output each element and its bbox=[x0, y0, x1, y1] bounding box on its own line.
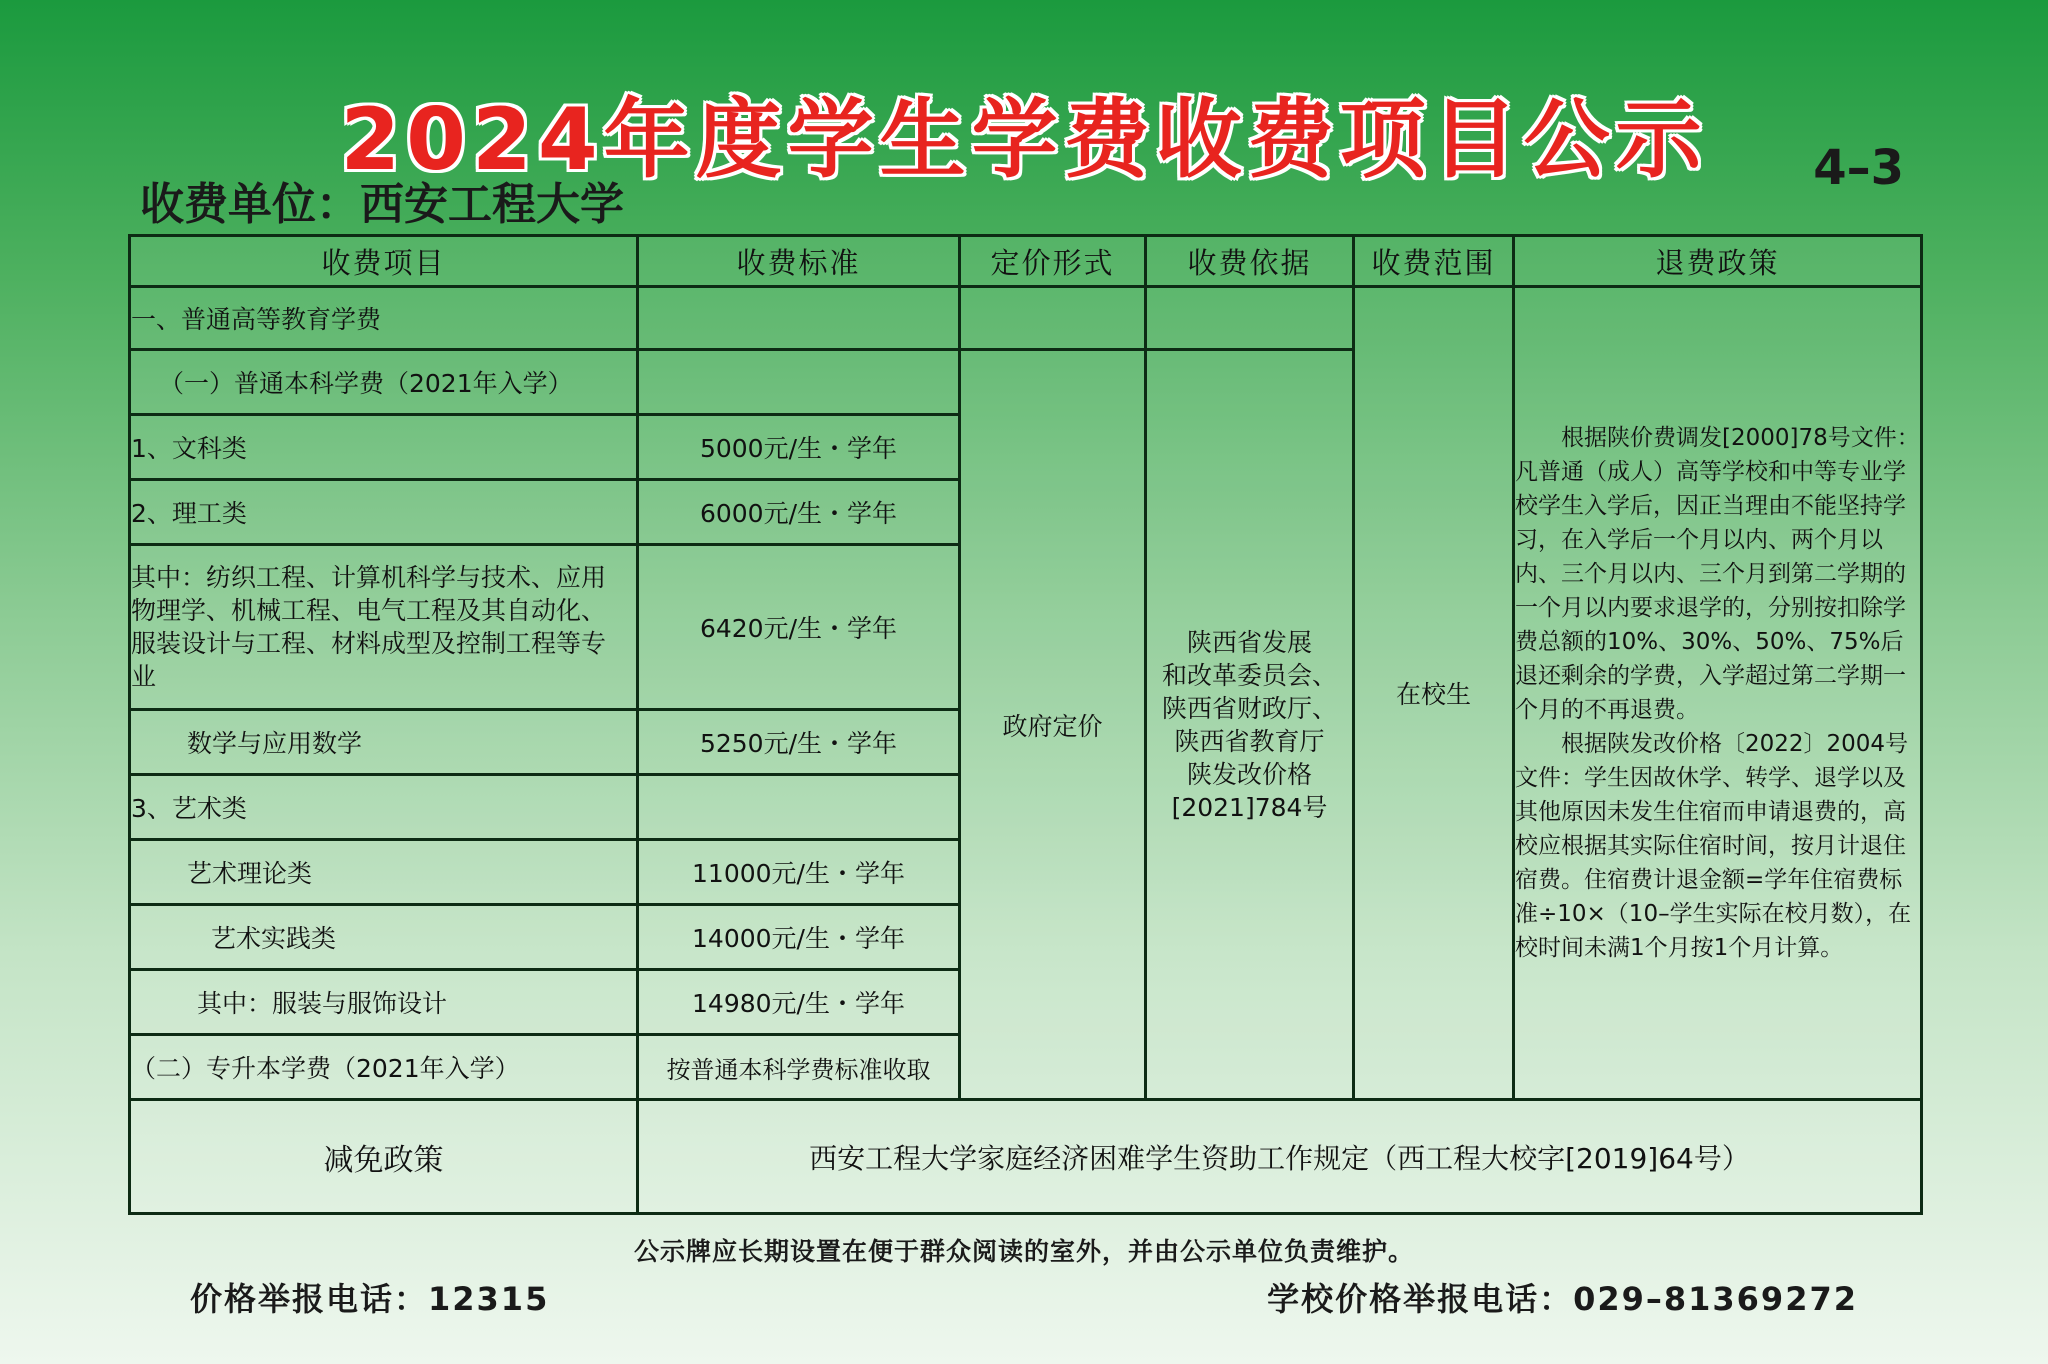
fee-standard bbox=[638, 350, 960, 415]
header-scope: 收费范围 bbox=[1354, 236, 1514, 287]
header-pricing: 定价形式 bbox=[960, 236, 1146, 287]
table-row bbox=[130, 287, 1922, 350]
pricing-empty-cell bbox=[960, 287, 1146, 350]
price-report-phone: 价格举报电话：12315 bbox=[190, 1280, 550, 1318]
fee-standard: 5000元/生・学年 bbox=[638, 415, 960, 480]
fee-standard: 6000元/生・学年 bbox=[638, 480, 960, 545]
table-header-row bbox=[130, 236, 1922, 287]
basis-line: [2021]784号 bbox=[1171, 792, 1328, 822]
refund-policy-paragraph: 根据陕发改价格〔2022〕2004号文件：学生因故休学、转学、退学以及其他原因未发生住宿而申请退费的，高校应根据其实际住宿时间，按月计退住宿费。住宿费计退金额=学年住宿费标准÷10×（10–学生实际在校月数），在校时间未满1个月按1个月计算。 bbox=[1515, 731, 1912, 961]
relief-label: 减免政策 bbox=[130, 1100, 638, 1214]
basis-line: 陕西省教育厅 bbox=[1174, 726, 1325, 756]
fee-standard: 11000元/生・学年 bbox=[638, 840, 960, 905]
board-code: 4–3 bbox=[1813, 140, 1904, 196]
header-refund: 退费政策 bbox=[1514, 236, 1922, 287]
fee-standard: 14000元/生・学年 bbox=[638, 905, 960, 970]
fee-item: （二）专升本学费（2021年入学） bbox=[130, 1035, 638, 1100]
refund-policy-paragraph: 根据陕价费调发[2000]78号文件：凡普通（成人）高等学校和中等专业学校学生入学后，因正当理由不能坚持学习，在入学后一个月以内、两个月以内、三个月以内、三个月到第二学期的一个月以内要求退学的，分别按扣除学费总额的10%、30%、50%、75%后退还剩余的学费，入学超过第二学期一个月的不再退费。 bbox=[1515, 425, 1920, 723]
header-basis: 收费依据 bbox=[1146, 236, 1354, 287]
fee-standard: 按普通本科学费标准收取 bbox=[638, 1035, 960, 1100]
fee-item: 1、文科类 bbox=[130, 415, 638, 480]
fee-item: 数学与应用数学 bbox=[130, 710, 638, 775]
scope-cell: 在校生 bbox=[1354, 287, 1514, 1100]
charging-unit: 收费单位：西安工程大学 bbox=[140, 179, 624, 230]
fee-item: 其中：服装与服饰设计 bbox=[130, 970, 638, 1035]
fee-item: 艺术理论类 bbox=[130, 840, 638, 905]
fee-item: 3、艺术类 bbox=[130, 775, 638, 840]
fee-item: （一）普通本科学费（2021年入学） bbox=[130, 350, 638, 415]
header-item: 收费项目 bbox=[130, 236, 638, 287]
header-standard: 收费标准 bbox=[638, 236, 960, 287]
refund-policy-cell bbox=[1514, 287, 1922, 1100]
fee-item: 一、普通高等教育学费 bbox=[130, 287, 638, 350]
basis-line: 陕西省财政厅、 bbox=[1161, 693, 1337, 723]
relief-row bbox=[130, 1100, 1922, 1214]
basis-empty-cell bbox=[1146, 287, 1354, 350]
basis-cell bbox=[1146, 350, 1354, 1100]
relief-policy-text: 西安工程大学家庭经济困难学生资助工作规定（西工程大校字[2019]64号） bbox=[638, 1100, 1922, 1214]
fee-standard: 6420元/生・学年 bbox=[638, 545, 960, 710]
fee-standard bbox=[638, 287, 960, 350]
basis-line: 和改革委员会、 bbox=[1161, 660, 1337, 690]
fee-standard bbox=[638, 775, 960, 840]
page-title: 2024年度学生学费收费项目公示 bbox=[340, 90, 1708, 190]
basis-line: 陕西省发展 bbox=[1186, 627, 1312, 657]
fee-item: 艺术实践类 bbox=[130, 905, 638, 970]
fee-table bbox=[128, 234, 1923, 1215]
fee-item: 其中：纺织工程、计算机科学与技术、应用物理学、机械工程、电气工程及其自动化、服装设计与工程、材料成型及控制工程等专业 bbox=[130, 545, 638, 710]
fee-standard: 5250元/生・学年 bbox=[638, 710, 960, 775]
fee-standard: 14980元/生・学年 bbox=[638, 970, 960, 1035]
maintenance-note: 公示牌应长期设置在便于群众阅读的室外，并由公示单位负责维护。 bbox=[633, 1237, 1414, 1266]
school-report-phone: 学校价格举报电话：029–81369272 bbox=[1267, 1280, 1858, 1318]
fee-item: 2、理工类 bbox=[130, 480, 638, 545]
basis-line: 陕发改价格 bbox=[1186, 759, 1312, 789]
pricing-form-cell: 政府定价 bbox=[960, 350, 1146, 1100]
